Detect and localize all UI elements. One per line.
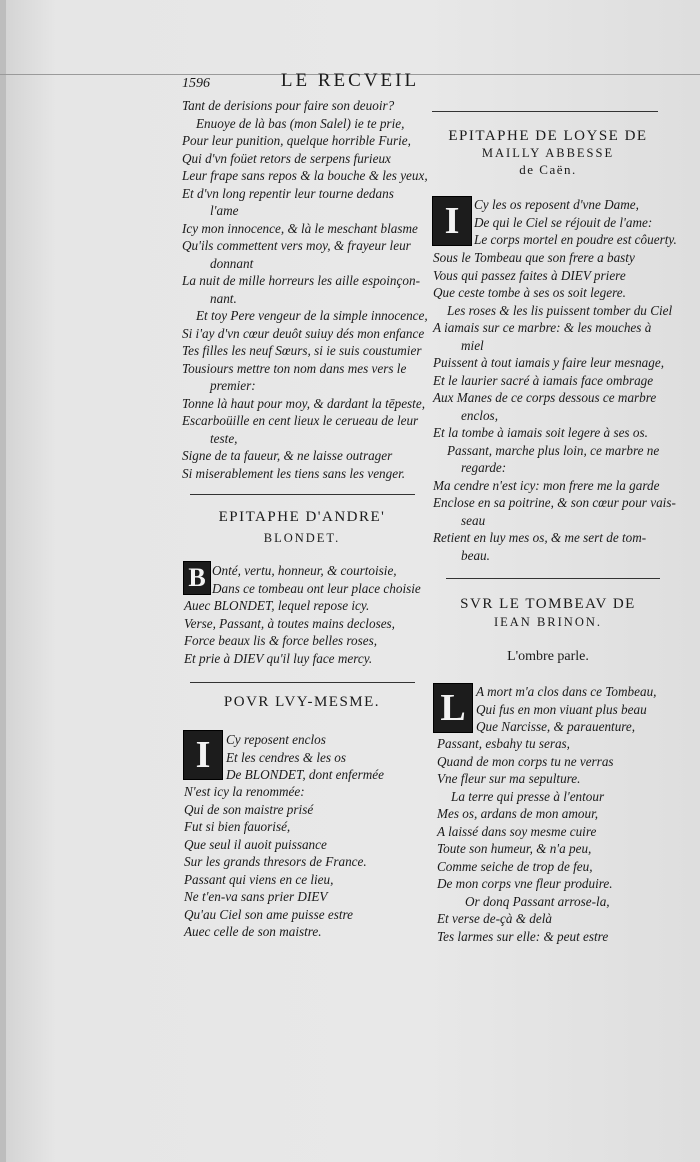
verse-line: Tousiours mettre ton nom dans mes vers le — [182, 360, 407, 376]
verse-line: Ma cendre n'est icy: mon frere me la garde — [433, 477, 660, 493]
verse-line: Et toy Pere vengeur de la simple innocence, — [196, 308, 428, 323]
section-subtitle-brinon: IEAN BRINON. — [493, 615, 603, 629]
verse-line: Fut si bien fauorisé, — [184, 819, 291, 834]
verse-line: enclos, — [461, 407, 498, 423]
section-rule — [446, 578, 660, 579]
verse-line: N'est icy la renommée: — [184, 784, 305, 799]
verse-line: Qu'ils commettent vers moy, & frayeur leur — [182, 238, 411, 253]
section-rule — [190, 682, 415, 683]
verse-line: miel — [461, 337, 484, 353]
verse-line: Puissent à tout iamais y faire leur mesnage, — [433, 355, 664, 370]
verse-line: A laissé dans soy mesme cuire — [437, 823, 597, 839]
verse-line: Que ceste tombe à ses os soit legere. — [433, 285, 626, 300]
verse-line: donnant — [210, 255, 254, 271]
luymesme-poem — [226, 731, 384, 784]
section-rule — [190, 494, 415, 495]
verse-line: Passant qui viens en ce lieu, — [184, 871, 334, 887]
luymesme-poem-cont — [184, 783, 367, 941]
brinon-poem — [476, 683, 656, 736]
verse-line: Vne fleur sur ma sepulture. — [437, 771, 581, 786]
verse-line: Escarboüille en cent lieux le cerueau de leur — [182, 413, 419, 428]
verse-line: Tant de derisions pour faire son deuoir? — [182, 98, 395, 113]
verse-line: Le corps mortel en poudre est côuerty. — [474, 232, 677, 247]
verse-line: Signe de ta faueur, & ne laisse outrager — [182, 448, 393, 463]
verse-line: Qui de son maistre prisé — [184, 801, 314, 817]
verse-line: La nuit de mille horreurs les aille espoinçon- — [182, 273, 420, 288]
verse-line: Quand de mon corps tu ne verras — [437, 753, 614, 769]
verse-line: Passant, marche plus loin, ce marbre ne — [447, 442, 660, 458]
speaker-line: L'ombre parle. — [507, 649, 589, 664]
section-title-luymesme: POVR LVY-MESME. — [223, 694, 381, 710]
verse-line: premier: — [210, 378, 256, 393]
verse-line: beau. — [461, 547, 490, 563]
verse-line: Mes os, ardans de mon amour, — [437, 806, 599, 821]
section-title-brinon: SVR LE TOMBEAV DE — [460, 596, 636, 612]
running-title: LE RECVEIL — [280, 70, 420, 91]
verse-line: Que Narcisse, & parauenture, — [476, 719, 636, 734]
verse-line: Tes filles les neuf Sœurs, si ie suis coustumier — [182, 343, 422, 358]
verse-line: Onté, vertu, honneur, & courtoisie, — [212, 563, 397, 578]
left-top-poem — [182, 97, 428, 482]
verse-line: Si miserablement les tiens sans les venger. — [182, 465, 406, 481]
verse-line: Et verse de-çà & delà — [437, 911, 552, 926]
verse-line: Cy reposent enclos — [226, 732, 326, 747]
blondet-epitaph-poem — [212, 562, 421, 597]
verse-line: Aux Manes de ce corps dessous ce marbre — [433, 390, 657, 405]
loyse-epitaph-poem — [474, 196, 677, 249]
verse-line: nant. — [210, 290, 237, 306]
blondet-epitaph-poem-cont — [184, 597, 395, 667]
verse-line: Enuoye de là bas (mon Salel) ie te prie, — [196, 115, 405, 131]
verse-line: Et prie à DIEV qu'il luy face mercy. — [184, 650, 373, 666]
verse-line: De BLONDET, dont enfermée — [226, 767, 384, 782]
section-subtitle-loyse: MAILLY ABBESSE — [481, 146, 615, 160]
dropcap-b: B — [183, 561, 211, 595]
verse-line: Comme seiche de trop de feu, — [437, 858, 593, 874]
section-title-blondet: EPITAPHE D'ANDRE' — [218, 509, 386, 525]
verse-line: Dans ce tombeau ont leur place choisie — [212, 580, 421, 596]
verse-line: A mort m'a clos dans ce Tombeau, — [476, 684, 657, 699]
page-fold-shadow — [0, 0, 6, 1162]
verse-line: Icy mon innocence, & là le meschant blasme — [182, 220, 418, 236]
verse-line: Que seul il auoit puissance — [184, 836, 327, 852]
verse-line: Ne t'en-va sans prier DIEV — [184, 889, 328, 904]
verse-line: Sur les grands thresors de France. — [184, 854, 367, 869]
verse-line: Qui fus en mon viuant plus beau — [476, 701, 647, 717]
verse-line: Les roses & les lis puissent tomber du Ciel — [447, 302, 673, 318]
verse-line: Or donq Passant arrose-la, — [465, 893, 610, 909]
verse-line: La terre qui presse à l'entour — [451, 788, 605, 804]
verse-line: Tonne là haut pour moy, & dardant la tēpeste, — [182, 395, 425, 411]
section-subtitle2-loyse: de Caën. — [519, 162, 577, 177]
verse-line: A iamais sur ce marbre: & les mouches à — [433, 320, 652, 335]
verse-line: teste, — [210, 430, 238, 446]
dropcap-l: L — [433, 683, 473, 733]
verse-line: Tes larmes sur elle: & peut estre — [437, 928, 609, 944]
section-rule — [432, 111, 658, 112]
verse-line: Enclose en sa poitrine, & son cœur pour vais- — [433, 495, 676, 510]
verse-line: regarde: — [461, 460, 507, 475]
verse-line: Cy les os reposent d'vne Dame, — [474, 197, 639, 212]
dropcap-i: I — [183, 730, 223, 780]
verse-line: Toute son humeur, & n'a peu, — [437, 841, 592, 856]
section-subtitle-blondet: BLONDET. — [263, 531, 341, 545]
verse-line: Sous le Tombeau que son frere a basty — [433, 250, 635, 265]
verse-line: Vous qui passez faites à DIEV priere — [433, 267, 626, 283]
dropcap-i: I — [432, 196, 472, 246]
verse-line: Et la tombe à iamais soit legere à ses os. — [433, 425, 648, 440]
verse-line: Pour leur punition, quelque horrible Furie, — [182, 133, 411, 148]
verse-line: Leur frape sans repos & la bouche & les yeux, — [182, 168, 428, 183]
verse-line: Et d'vn long repentir leur tourne dedans — [182, 185, 394, 201]
verse-line: Verse, Passant, à toutes mains decloses, — [184, 615, 395, 631]
verse-line: l'ame — [210, 203, 239, 218]
verse-line: Qu'au Ciel son ame puisse estre — [184, 906, 353, 922]
section-title-loyse: EPITAPHE DE LOYSE DE — [448, 128, 648, 144]
verse-line: seau — [461, 512, 486, 528]
verse-line: Et le laurier sacré à iamais face ombrage — [433, 372, 654, 388]
verse-line: Si i'ay d'vn cœur deuôt suiuy dés mon enfance — [182, 325, 425, 341]
verse-line: De qui le Ciel se réjouit de l'ame: — [474, 214, 653, 230]
verse-line: De mon corps vne fleur produire. — [437, 876, 613, 891]
verse-line: Passant, esbahy tu seras, — [437, 736, 570, 751]
verse-line: Force beaux lis & force belles roses, — [184, 633, 378, 648]
verse-line: Auec BLONDET, lequel repose icy. — [184, 598, 370, 613]
page-number: 1596 — [182, 76, 210, 91]
brinon-poem-cont — [437, 735, 614, 945]
loyse-epitaph-poem-cont — [433, 249, 676, 564]
verse-line: Retient en luy mes os, & me sert de tom- — [433, 530, 647, 545]
verse-line: Qui d'vn foüet retors de serpens furieux — [182, 150, 391, 166]
verse-line: Auec celle de son maistre. — [184, 924, 322, 939]
verse-line: Et les cendres & les os — [226, 749, 347, 765]
